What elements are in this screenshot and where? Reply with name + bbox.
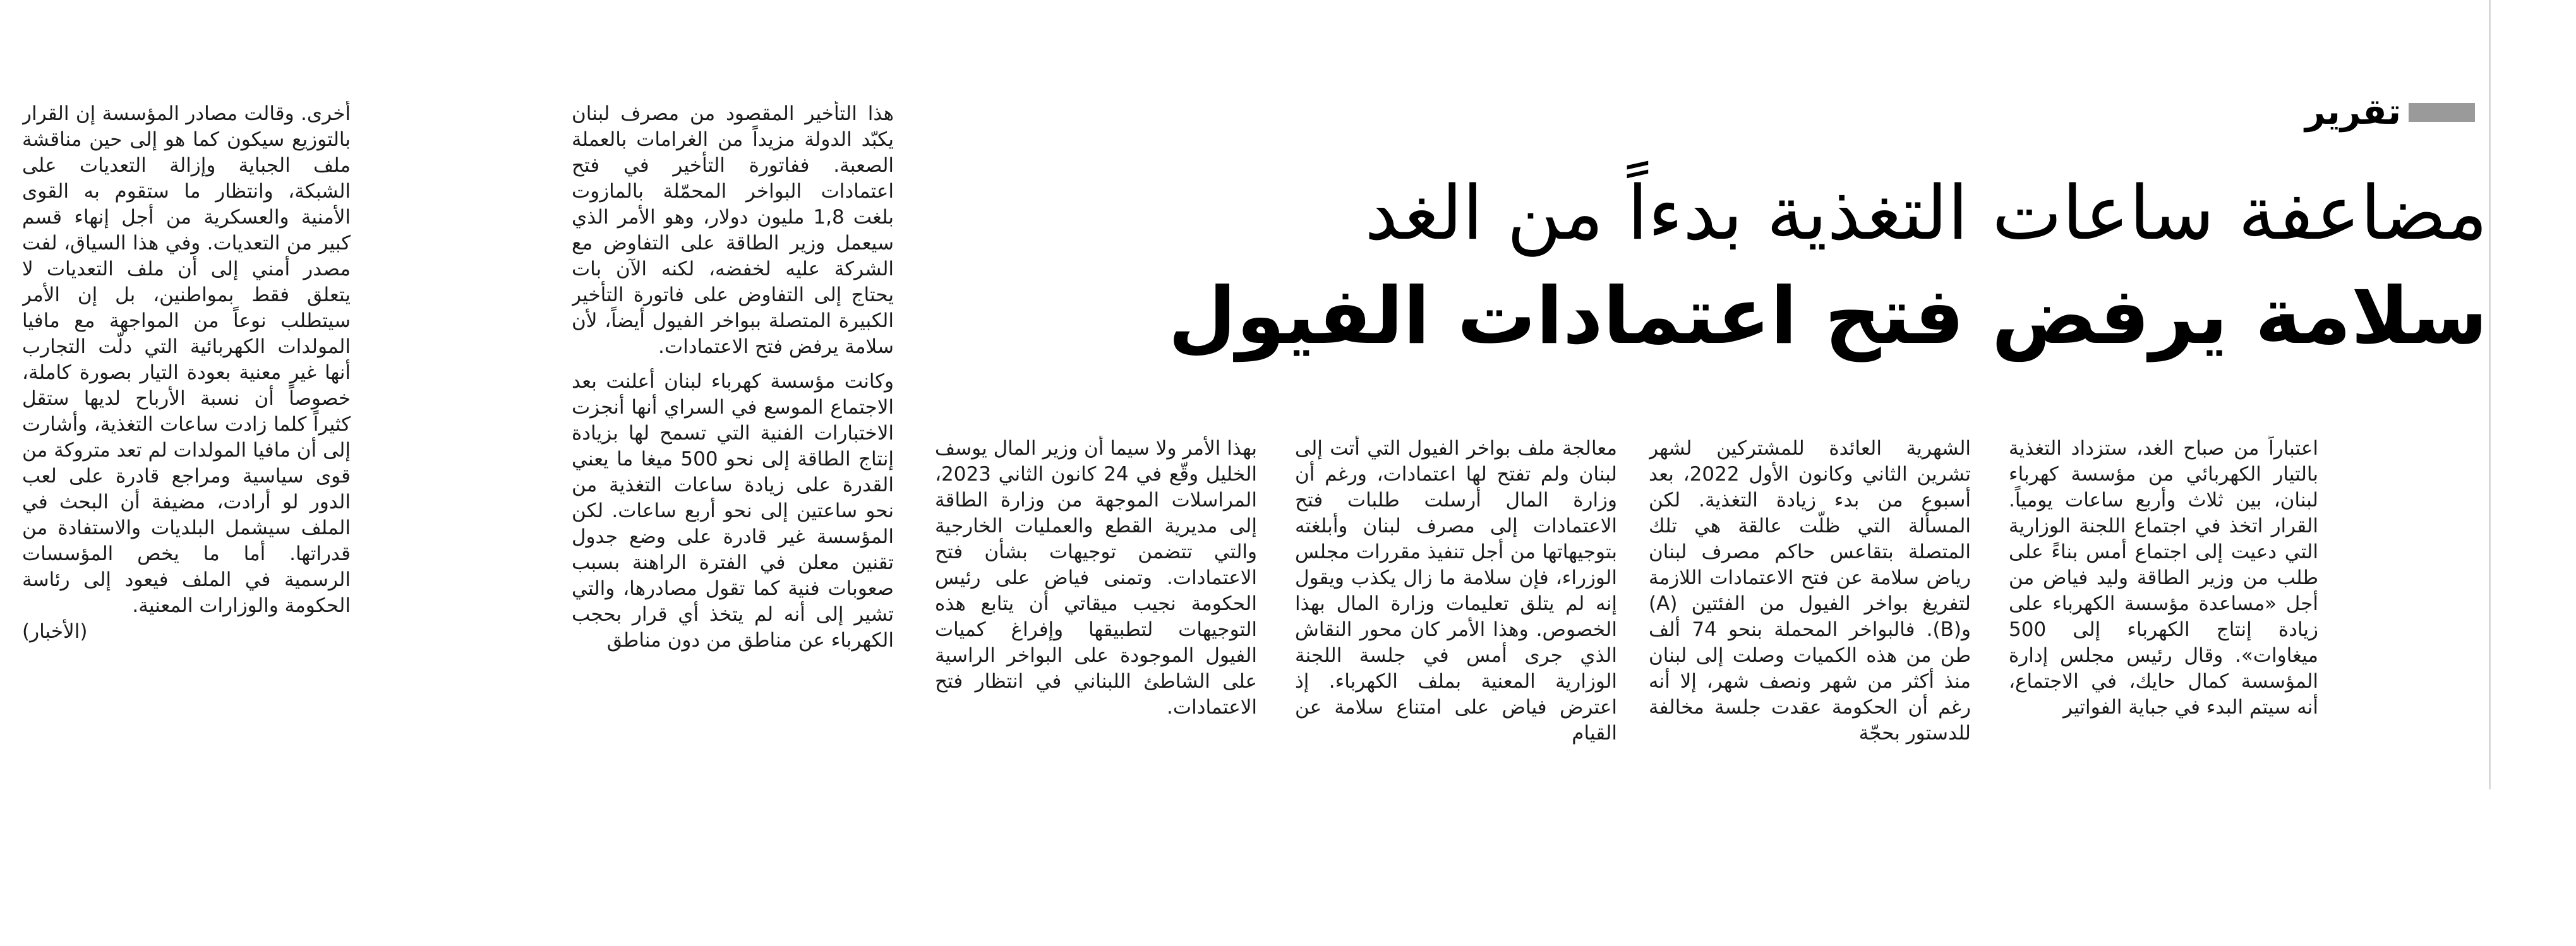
section-label-bar <box>2409 103 2475 122</box>
paragraph-gap <box>572 360 894 369</box>
section-label <box>2304 92 2475 133</box>
column-paragraph: بهذا الأمر ولا سيما أن وزير المال يوسف الخليل وقّع في 24 كانون الثاني 2023، المراسلات الموجهة من وزارة الطاقة إلى مديرية القطع والعمليات الخارجية والتي تتضمن توجيهات بشأن فتح الاعتمادات. وتمنى فياض على رئيس الحكومة نجيب ميقاتي أن يتابع هذه التوجيهات لتطبيقها وإفراغ كميات الفيول الموجودة على البواخر الراسية على الشاطئ اللبناني في انتظار فتح الاعتمادات. <box>935 437 1257 719</box>
article-column-3 <box>1295 436 1617 789</box>
headline-line-1: مضاعفة ساعات التغذية بدءاً من الغد <box>1364 169 2488 256</box>
column-paragraph: أخرى. وقالت مصادر المؤسسة إن القرار بالتوزيع سيكون كما هو إلى حين مناقشة ملف الجباية وإزالة التعديات على الشبكة، وانتظار ما ستقوم به القوى الأمنية والعسكرية من أجل إنهاء قسم كبير من التعديات. وفي هذا السياق، لفت مصدر أمني إلى أن ملف التعديات لا يتعلق فقط بمواطنين، بل إن الأمر سيتطلب نوعاً من المواجهة مع مافيا المولدات الكهربائية التي دلّت التجارب أنها غير معنية بعودة التيار بصورة كاملة، خصوصاً أن نسبة الأرباح لديها ستقل كثيراً كلما زادت ساعات التغذية، وأشارت إلى أن مافيا المولدات لم تعد متروكة من قوى سياسية ومراجع قادرة على لعب الدور لو أرادت، مضيفة أن البحث في الملف سيشمل البلديات والاستفادة من قدراتها. أما ما يخص المؤسسات الرسمية في الملف فيعود إلى رئاسة الحكومة والوزارات المعنية. <box>22 102 351 617</box>
column-paragraph: هذا التأخير المقصود من مصرف لبنان يكبّد الدولة مزيداً من الغرامات بالعملة الصعبة. ففاتورة التأخير في فتح اعتمادات البواخر المحمّلة بالمازوت بلغت 1,8 مليون دولار، وهو الأمر الذي سيعمل وزير الطاقة على التفاوض مع الشركة عليه لخفضه، لكنه الآن بات يحتاج إلى التفاوض على فاتورة التأخير الكبيرة المتصلة ببواخر الفيول أيضاً، لأن سلامة يرفض فتح الاعتمادات. <box>572 102 894 358</box>
column-paragraph: وكانت مؤسسة كهرباء لبنان أعلنت بعد الاجتماع الموسع في السراي أنها أنجزت الاختبارات الفنية التي تسمح لها بزيادة إنتاج الطاقة إلى نحو 500 ميغا ما يعني القدرة على زيادة ساعات التغذية من نحو ساعتين إلى نحو أربع ساعات. لكن المؤسسة غير قادرة على وضع جدول تقنين معلن في الفترة الراهنة بسبب صعوبات فنية كما تقول مصادرها، والتي تشير إلى أنه لم يتخذ أي قرار بحجب الكهرباء عن مناطق من دون مناطق <box>572 370 894 652</box>
column-paragraph: معالجة ملف بواخر الفيول التي أتت إلى لبنان ولم تفتح لها اعتمادات، ورغم أن وزارة المال أرسلت طلبات فتح الاعتمادات إلى مصرف لبنان وأبلغته بتوجيهاتها من أجل تنفيذ مقررات مجلس الوزراء، فإن سلامة ما زال يكذب ويقول إنه لم يتلق تعليمات وزارة المال بهذا الخصوص. وهذا الأمر كان محور النقاش الذي جرى أمس في جلسة اللجنة الوزارية المعنية بملف الكهرباء. إذ اعترض فياض على امتناع سلامة عن القيام <box>1295 437 1617 745</box>
section-label-text: تقرير <box>2304 92 2401 133</box>
article-column-5 <box>572 101 894 796</box>
column-paragraph: الشهرية العائدة للمشتركين لشهر تشرين الثاني وكانون الأول 2022، بعد أسبوع من بدء زيادة التغذية. لكن المسألة التي ظلّت عالقة هي تلك المتصلة بتقاعس حاكم مصرف لبنان رياض سلامة عن فتح الاعتمادات اللازمة لتفريغ بواخر الفيول من الفئتين (A) و(B). فالبواخر المحملة بنحو 74 ألف طن من هذه الكميات وصلت إلى لبنان منذ أكثر من شهر ونصف شهر، إلا أنه رغم أن الحكومة عقدت جلسة مخالفة للدستور بحجّة <box>1649 437 1971 745</box>
page-edge-rule <box>2489 0 2491 789</box>
headline-line-2: سلامة يرفض فتح اعتمادات الفيول <box>1168 271 2488 362</box>
column-paragraph: اعتباراً من صباح الغد، ستزداد التغذية بالتيار الكهربائي من مؤسسة كهرباء لبنان، بين ثلاث وأربع ساعات يومياً. القرار اتخذ في اجتماع اللجنة الوزارية التي دعيت إلى اجتماع أمس بناءً على طلب من وزير الطاقة وليد فياض من أجل «مساعدة مؤسسة الكهرباء على زيادة إنتاج الكهرباء إلى 500 ميغاوات». وقال رئيس مجلس إدارة المؤسسة كمال حايك، في الاجتماع، أنه سيتم البدء في جباية الفواتير <box>2009 437 2318 719</box>
source-credit: (الأخبار) <box>22 620 88 643</box>
article-column-6 <box>22 101 351 796</box>
article-column-1 <box>2009 436 2318 789</box>
article-column-4 <box>935 436 1257 789</box>
article-column-2 <box>1649 436 1971 789</box>
